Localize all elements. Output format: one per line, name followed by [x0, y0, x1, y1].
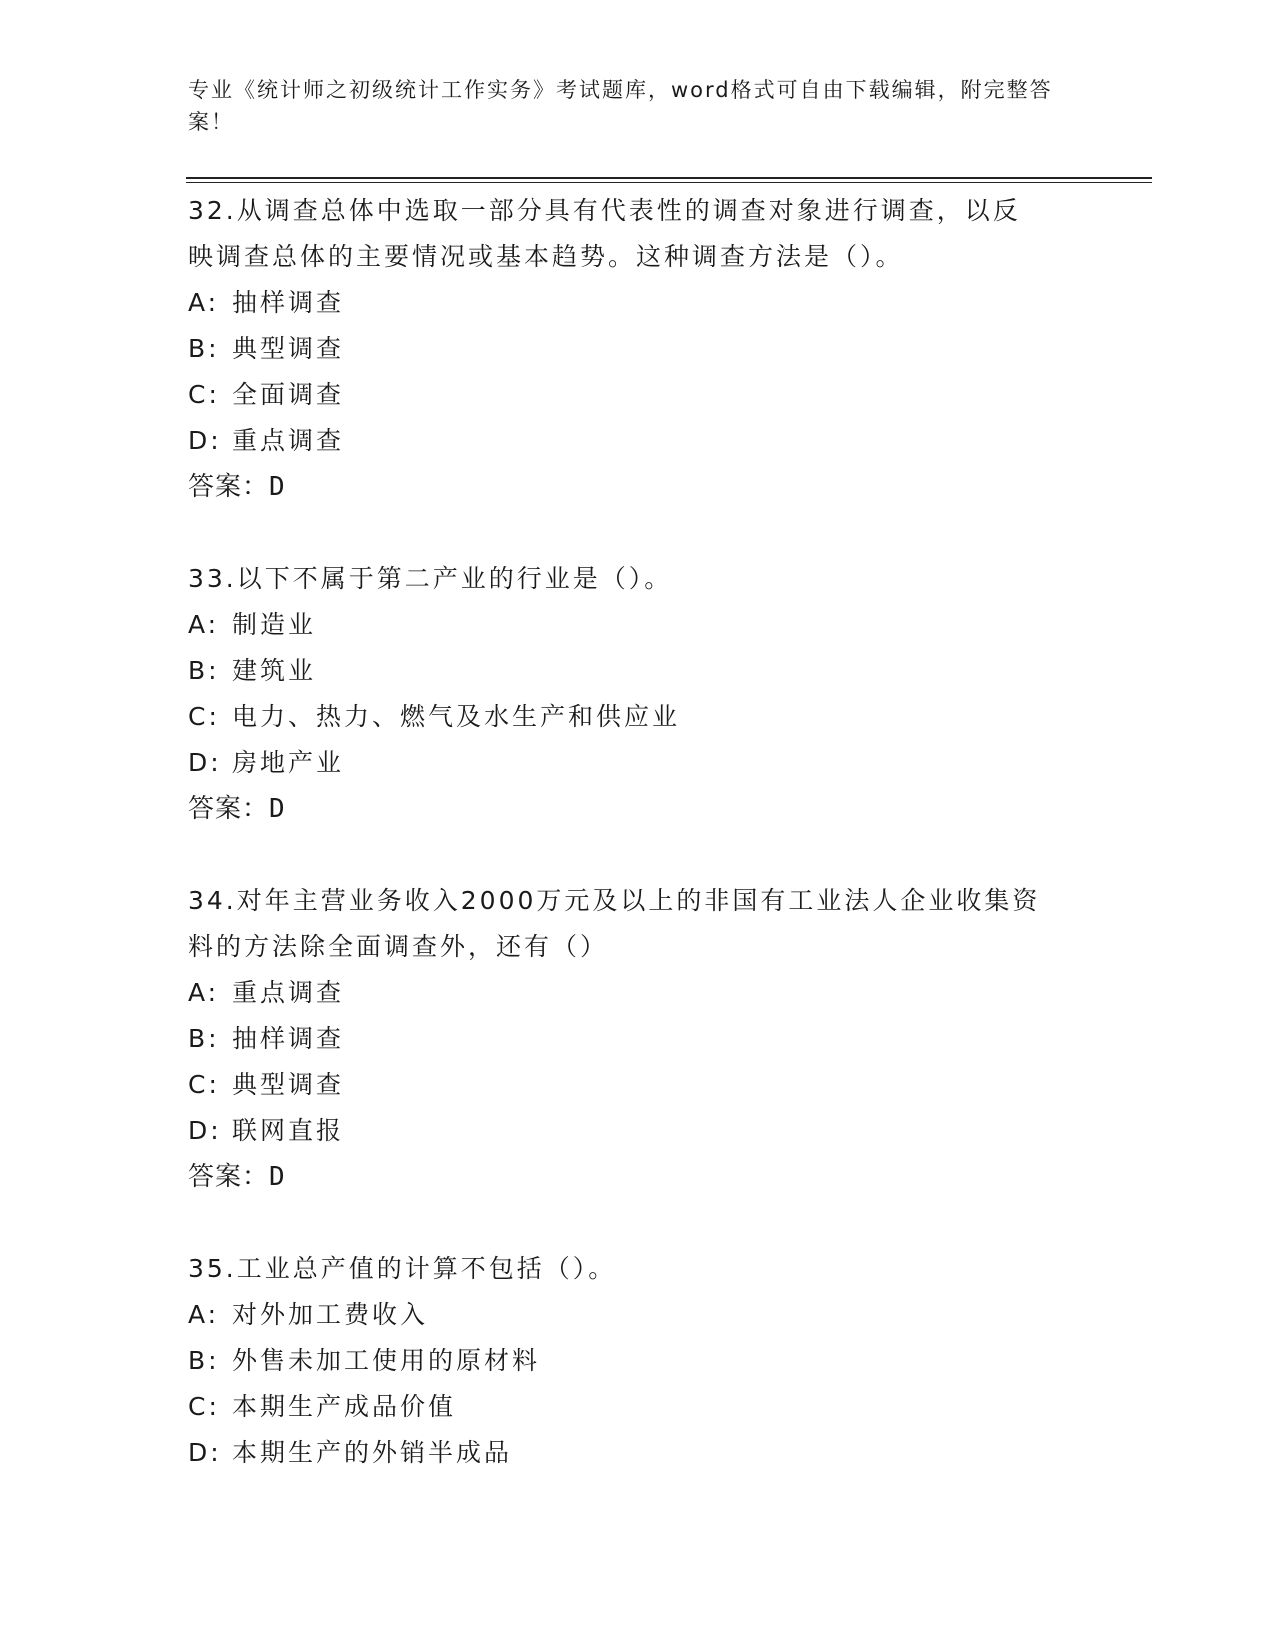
- option-text: 本期生产的外销半成品: [232, 1438, 513, 1467]
- question-35: [188, 1246, 1088, 1476]
- option-text: 对外加工费收入: [232, 1300, 429, 1329]
- option-text: 抽样调查: [232, 288, 345, 317]
- option-a: [188, 970, 1088, 1016]
- document-header-intro: 专业《统计师之初级统计工作实务》考试题库，word格式可自由下载编辑，附完整答案！: [188, 78, 1053, 134]
- option-c: [188, 1062, 1088, 1108]
- option-key: D:: [188, 1438, 222, 1467]
- option-text: 重点调查: [232, 978, 345, 1007]
- option-text: 典型调查: [232, 334, 345, 363]
- question-34: [188, 878, 1088, 1200]
- option-b: [188, 326, 1088, 372]
- option-c: [188, 372, 1088, 418]
- option-text: 房地产业: [232, 748, 345, 777]
- answer-label: 答案：D: [188, 472, 286, 502]
- option-b: [188, 1016, 1088, 1062]
- option-key: A:: [188, 610, 220, 639]
- option-key: C:: [188, 1070, 220, 1099]
- option-text: 建筑业: [232, 656, 317, 685]
- question-stem: 32.从调查总体中选取一部分具有代表性的调查对象进行调查，以反映调查总体的主要情况或基本趋势。这种调查方法是（）。: [188, 196, 1021, 271]
- option-b: [188, 648, 1088, 694]
- option-a: [188, 280, 1088, 326]
- option-key: D:: [188, 1116, 222, 1145]
- option-c: [188, 694, 1088, 740]
- option-d: [188, 1108, 1088, 1154]
- option-text: 典型调查: [232, 1070, 345, 1099]
- divider-line-thick: [186, 177, 1152, 179]
- option-text: 全面调查: [232, 380, 345, 409]
- answer-label: 答案：D: [188, 1162, 286, 1192]
- divider-line-thin: [186, 182, 1152, 183]
- question-32: [188, 188, 1088, 510]
- question-stem: 33.以下不属于第二产业的行业是（）。: [188, 564, 673, 593]
- option-b: [188, 1338, 1088, 1384]
- option-key: D:: [188, 426, 222, 455]
- question-stem: 35.工业总产值的计算不包括（）。: [188, 1254, 617, 1283]
- option-key: A:: [188, 1300, 220, 1329]
- option-d: [188, 418, 1088, 464]
- option-c: [188, 1384, 1088, 1430]
- option-key: D:: [188, 748, 222, 777]
- option-a: [188, 602, 1088, 648]
- option-text: 重点调查: [232, 426, 345, 455]
- option-text: 抽样调查: [232, 1024, 345, 1053]
- option-key: A:: [188, 288, 220, 317]
- option-key: C:: [188, 1392, 220, 1421]
- option-text: 联网直报: [232, 1116, 345, 1145]
- option-text: 外售未加工使用的原材料: [232, 1346, 541, 1375]
- option-text: 制造业: [232, 610, 317, 639]
- question-list: [188, 188, 1088, 1522]
- question-stem: 34.对年主营业务收入2000万元及以上的非国有工业法人企业收集资料的方法除全面调查外，还有（）: [188, 886, 1041, 961]
- option-key: A:: [188, 978, 220, 1007]
- option-key: B:: [188, 1024, 220, 1053]
- option-key: C:: [188, 380, 220, 409]
- question-33: [188, 556, 1088, 832]
- option-key: B:: [188, 334, 220, 363]
- option-text: 本期生产成品价值: [232, 1392, 457, 1421]
- option-key: C:: [188, 702, 220, 731]
- option-d: [188, 740, 1088, 786]
- option-key: B:: [188, 656, 220, 685]
- header-divider: [186, 177, 1152, 183]
- option-text: 电力、热力、燃气及水生产和供应业: [232, 702, 681, 731]
- option-a: [188, 1292, 1088, 1338]
- option-d: [188, 1430, 1088, 1476]
- answer-label: 答案：D: [188, 794, 286, 824]
- option-key: B:: [188, 1346, 220, 1375]
